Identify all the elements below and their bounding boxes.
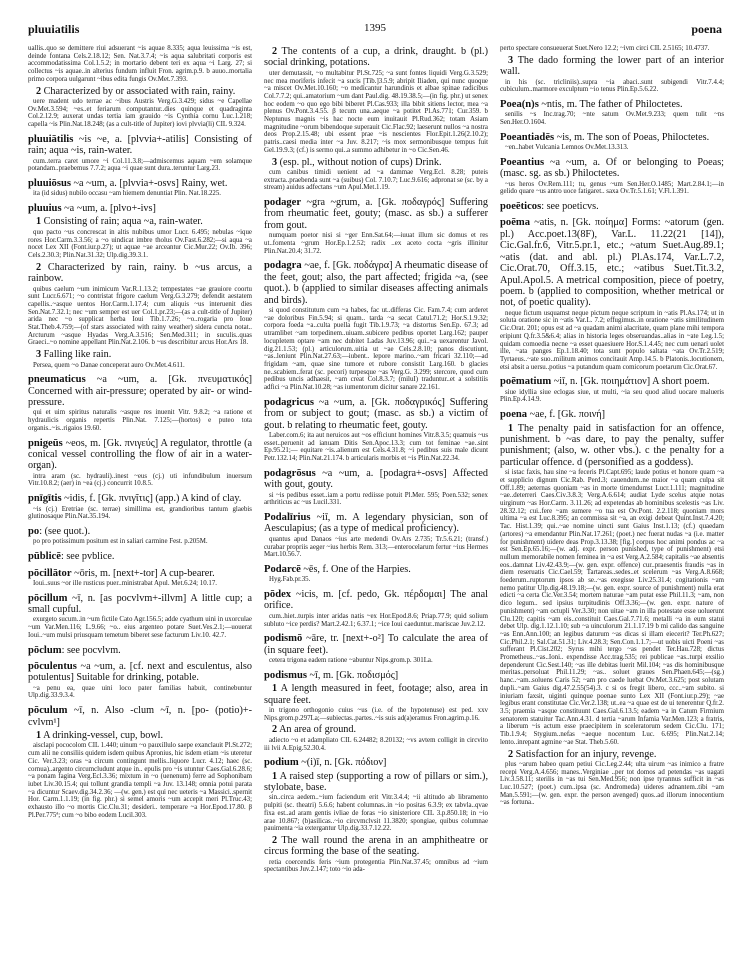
- citation-block: intra aram (sc. hydrauli)..inest ~eus (cj.) uti infundibulum inuersum Vitr.10.8.2; (aer) in ~ea (cj.) concurrit 10.8.5.: [28, 472, 252, 488]
- headword: pōcillum: [28, 592, 68, 604]
- definition-text: ~ī, m. [Gk. ποδισμός]: [307, 669, 399, 681]
- citation-block: retia coercendis feris ~ium protegentia Plin.Nat.37.45; omnibus ad ~ium spectantibus Juv.2.147; toto ~io ada-: [264, 858, 488, 874]
- sense-number: 1: [36, 216, 42, 228]
- definition-text: ~a ~um, a. [Gk. πνευματικός] Concerned with air-pressure; operated by air- or wind-pressure.: [28, 374, 252, 409]
- headword: pneumaticus: [28, 374, 86, 386]
- dictionary-entry: [28, 203, 252, 214]
- definition-text: ~(i)ī, n. [Gk. πόδιον]: [298, 757, 387, 769]
- dictionary-entry: [500, 409, 724, 420]
- right-guideword: poena: [691, 22, 722, 36]
- dictionary-entry: [28, 438, 252, 472]
- headword: pluuiōsus: [28, 177, 71, 189]
- definition-text: ~icis, m. [cf. pedo, Gk. πέρδομαι] The anal orifice.: [264, 589, 488, 612]
- definition-text: : (see quot.).: [39, 526, 91, 537]
- dictionary-entry: [264, 468, 488, 491]
- headword: poena: [500, 409, 528, 421]
- dictionary-entry: [264, 512, 488, 535]
- dictionary-entry: [264, 670, 488, 681]
- sense-number: 2: [272, 46, 278, 57]
- headword: pōcillātor: [28, 567, 72, 579]
- headword: poēma: [500, 217, 531, 229]
- citation-block: ~a penu ea, quae uini loco pater familias habuit, continebuntur Ulp.dig.33.9.3.4.: [28, 684, 252, 700]
- dictionary-entry: [264, 564, 488, 575]
- citation-block: siue idyllia siue eclogas siue, ut multi, ~ia seu quod aliud uocare malueris Plin.Ep.4.14.9.: [500, 388, 724, 404]
- headword: Podalīrius: [264, 512, 311, 523]
- headword: podager: [264, 197, 302, 209]
- sense-definition: 3 (esp. pl., without notion of cups) Drink.: [272, 156, 442, 168]
- citation-block: neque fictum usquamst neque pictum neque scriptum in ~atis Pl.As.174; ut in soluta oratione sic in ~atis Var.L. 7.2; effugimus..in oratione ~atis similitudinem Cic.Orat. 201; opus est ad ~a quadam animi alacritate, quam plane mihi tempora eripiunt Q.fr.3.5&6.4; alias in historia leges obseruandas..alias in ~ate Leg.1.5; quidam comoedia necne ~a esset quaesiuere Hor.S.1.4.45; nec cum uenari uolet ille, ~ata panges Ep.1.18.40; tota sunt populo saltata ~ata Ov.Tr.2.519; Tyrtaeus..~ate suo..militum animos concitauit Amp.14.5. b Platonis..locutionem, etsi absit a uersu..potius ~a putandum quam comicorum poetarum Cic.Orat.67.: [500, 309, 724, 371]
- citation-block: cetera trigona eadem ratione ~abuntur Nips.grom.p. 301La.: [269, 657, 433, 665]
- column-right: [500, 44, 724, 949]
- dictionary-entry: [28, 374, 252, 408]
- dictionary-entry: [500, 217, 724, 308]
- citation-block: si ~is pedibus esset..iam a portu rediisse potuit Pl.Mer. 595; Poen.532; senex arthriticus ac ~us Lucil.331.: [264, 491, 488, 507]
- dictionary-entry: [500, 132, 724, 143]
- citation-block: ~is (cj.) Eretriae (sc. terrae) simillima est, grandioribus tantum glaebis glutinosaque Plin.Nat.35.194.: [28, 505, 252, 521]
- sense-number: 3: [36, 349, 42, 361]
- citation-block: uere madent udo terrae ac ~ibus Austris Verg.G.3.429; sidus ~e Capellae Ov.Met.3.594; ~es..et feriarum computantur..dies quinque et quadraginta Col.2.12.9; auxerat undas tertia iam grauido ~is Cynthia cornu Luc.1.218; capella ~is Plin.Nat.18.248; (as a cult-title of Jupiter) iovi plvvia(li) CIL 9.324.: [28, 97, 252, 129]
- definition-text: : see pocvlvm.: [61, 644, 121, 656]
- dictionary-entry: [500, 201, 724, 212]
- definition-text: ~āre, tr. [next+-o²] To calculate the area of (in square feet).: [264, 633, 488, 656]
- headword: pnigeūs: [28, 437, 63, 449]
- headword: podium: [264, 757, 299, 769]
- definition-text: ~is, m. The son of Poeas, Philoctetes.: [554, 131, 710, 143]
- dictionary-entry: [500, 376, 724, 387]
- headword: pnīgītis: [28, 493, 62, 505]
- definition-text: ~ēs, f. One of the Harpies.: [300, 563, 411, 575]
- sense-number: 1: [272, 770, 278, 782]
- headword: pluuius: [28, 203, 62, 215]
- citation-block: uter demutassit, ~o multabitur Pl.St.725; ~a sunt fontes liquidi Verg.G.3.529; nec mea moriferis infecit ~a sucis [Tib.]3.5.9; abripit Iliaden, qui nunc quoque ~a miscet Ov.Met.10.160; ~o medicantur harundinis et albae spinae radicibus Col.7.7.2; qui..amatorium ~um dant Paul.dig. 48.19.38.5;—(in fig. phr.) ut senex hoc eodem ~o quo ego bibi biberet Pl.Cas.933; illa bibit sitiens lector, mea ~a plenus Ov.Pont.3.4.55. β tecum una..aeque ~a potitet Pl.As.771; Cur.359. b Neptunus magnis ~is hac nocte eum inuitauit Pl.Rud.362; totam Asiam magnitudine ~orum bibendoque superauit Cic.Flac.92; laeserunt nullos ~a nostra deos Prop.2.15.48; ubi essent prae ~is nescientes Flor.Epit.1.26(2.10.2); patris..caesi media inter ~a Juv. 8.217; ~is mox sermonibusque tempus fuit Gel.19.9.3; (cf.) is sermo qui..a summo adhibetur in ~o Cic.Sen.46.: [264, 69, 488, 154]
- definition-text: ~a ~um, a. Of or belonging to Poeas; (masc. sg. as sb.) Philoctetes.: [500, 156, 724, 180]
- definition-text: ~ōris, m. [next+-tor] A cup-bearer.: [71, 567, 215, 579]
- dictionary-entry: [28, 178, 252, 189]
- sense-number: 1: [272, 683, 278, 695]
- definition-text: ~ae, f. [Gk. ποδάγρα] A rheumatic disease of the feet, gout; also, the part affected; frigida ~a, (see quot.). b (applied to similar diseases affecting animals and birds).: [264, 260, 488, 306]
- citation-block: sin..circa aedem..~ium faciendum erit Vitr.3.4.4; ~ii altitudo ab libramento pulpiti (sc. theatri) 5.6.6; habent columnas..in ~io positas 6.3.9; ex tabvla..qvae fixa est..ad aram gentis ivliae de foras ~io sinisteriore CIL 3.p.850.18; in ~io arae 10.867; (b)asilicas..~io circvmclvsit 11.3820; spongiae, quibus columnae pauimenta ~ia extergantur Ulp.dig.33.7.12.22.: [264, 794, 488, 833]
- definition-text: ~a ~um, a. [cf. next and esculentus, also potulentus] Suitable for drinking, potable.: [28, 660, 252, 684]
- citation-block: quantus apud Danaos ~ius arte medendi Ov.Ars 2.735; Tr.5.6.21; (transf.) curabar propriis aeger ~ius herbis Rem. 313;—enterocelarum fertur ~ius Hermes Mart.10.56.7.: [264, 535, 488, 559]
- citation-block: plus ~arum habeo quam petiui Cic.Leg.2.44; ulta uirum ~as inimico a fratre recepi Verg.A.4.656; manes..Verginiae ..per tot domos ad petendas ~as uagati Liv.3.58.11; sterilis in ~as tui Sen.Med.956; non ipse tyrannus sufficit in ~as Luc.10.527; (poet.) cum..ipsa (sc. Andromeda) uideres adnantem..tibi ~am Man.5.591;—(w. gen. expr. the person avenged) quos..ad illorum innocentium ~as fortuna..: [500, 760, 724, 807]
- definition-text: ~a ~um, a. [Gk. ποδαγρικός] Suffering from or subject to gout; (masc. as sb.) a victim of gout. b relating to rheumatic feet, gouty.: [264, 396, 488, 431]
- sense-number: 2: [272, 834, 278, 846]
- sense-number: 2: [36, 85, 42, 97]
- citation-block: qui et uim spiritus naturalis ~asque res inuenit Vitr. 9.8.2; ~a ratione et hydraulicis organis repertis Plin.Nat. 7.125;—(hortos) e puteo tota organis..~is..rigaios 19.60.: [28, 409, 252, 432]
- headword: podagricus: [264, 396, 315, 408]
- headword: poēmatium: [500, 376, 552, 388]
- sense-number: 2: [508, 748, 514, 760]
- sense-definition: 1 The penalty paid in satisfaction for an offence, punishment. b ~as dare, to pay the penalty, suffer punishment; (also, w. other vbs.). c the penalty for a particular offence. d (personified as a goddess).: [500, 422, 724, 468]
- citation-block: numquam poetor nisi si ~ger Enn.Sat.64;—iuuat illum sic domus et res ut..fomenta ~grum Hor.Ep.1.2.52; radix ..ex aceto cocta ~gris illinitur Plin.Nat.20.4; 31.72.: [264, 232, 488, 255]
- citation-block: in trigono orthogonio cuius ~us (i.e. of the hypotenuse) est ped. xxv Nips.grom.p.297La;—subiectas..partes..~is suis ad(a)eramus Fron.agrim.p.16.: [264, 706, 488, 722]
- headword: pluuiātilis: [28, 133, 74, 145]
- headword: pōculum: [28, 705, 68, 717]
- dictionary-entry: [28, 134, 252, 157]
- definition-text: ~eos, m. [Gk. πνιγεύς] A regulator, throttle (a conical vessel controlling the flow of air in a water-organ).: [28, 437, 252, 472]
- sense-number: 1: [36, 729, 42, 741]
- citation-block: si istac faxis, hau sine ~a feceris Pl.Capt.695; laude potius et honore quam ~a et supplicio dignum Cic.Rab. Perd.3; cauendum..ne maior ~a quam culpa sit Off.1.89; aeternas quoniam ~as in morte timendumst Lucr.1.111; magnitudine ~ae..deterreri Caes.Civ.3.8.3; Verg.A.6.614; audiat Lyde scelus atque notas uirginum ~as Hor.Carm. 3.11.26; ad expetendas ab hominibus scelestis ~as Liv. 28.32.12; cui..fere ~am sumere ~o tua est Ov.Pont. 2.2.118; quoniam mors ultima ~a est Luc.8.395; an commissa sit ~a, an exigi debeat Quint.Inst.7.4.20; Tac. Hist.1.39; qui..~ae nomine uincti sunt Gaius Inst.1.13; (cf.) quaedam (artores) ~a emendantur Plin.Nat.17.261; (poet.) nec fuerat nudas ~a (i.e. matter for punishment) uidere deas Prop.3.13.38; [fig.] corpus hoc animi pondus ac ~a est Sen.Ep.65.16;—(w. adj. expr. person punished, type of punishment) etsi nullum memorabile nomen feminea in ~a est Verg.A.2.584; capitalis ~ae absentis eos..damnat Liv.42.43.9;—(w. gen. expr. offence) cur..praesentis fraudis ~as in diem reseruatis Cic.Cael.59; Tartareas..sedes..et scelerum ~as Verg.A.8.668; foederum..ruptorum ipsos ab se..~as exegisse Liv.25.31.4; cogitationis ~am nemo patitur Ulp.dig.48.19.18;—(w. gen. expr. source of punishment) nulla erat edicti ~a certa Cic.Ver.3.54; mortem naturae ~am putat esse Phil.11.3; ~am, non dico legum.. sed ipsius turpitudinis Off.3.36;—(w. gen. expr. nature of punishment) ~am octupli Ver.3.30; non uitae ~am in illa potestate esse uoluerunt Clu.120; capitis ~am eis..constituit Caes.Gal.7.71.6; metalli ~a in eum statui debet Ulp. dig.1.12.1.10; sub ~a uinculorum 21.1.17.19 b mi calido das sanguine ~as Enn.Ann.100; an legibus daturum ~as dicas si illam eiecerit? Ter.Ph.627; Cic.Phil.2.1; Sal.Cat.51.31; Liv.4.28.3; Sen.Con.1.1.7;—ut uobis uicti Poeni ~as sufferant Pl.Cist.202; Syrus mihi tergo ~as pendet Ter.Hau.728; dictus Prometheus..~as..Ioni.. expendisse Acc.trag.535; rei publicae ~as..turpi exsilio dependerunt Cic.Sest.140; ~as ille debitas luerit Mil.104; ~as dis hominibusque meritas..persoluat Phil.11.29; ~as.. soluet graues Sen.Phaen.645;—(sg.) hanc..~am..soluens Caris 52; ~am pro caede luebat Ov.Met.3.625; post solutam dupli..~am Gaius dig.47.2.55(54).3. c si os fregit libero, ccc..~am subito. si iniuriam faxsit, uiginti quinque poenae sunto Lex XII (Font.iur.p.29); ~ae legibus erant constitutae Cic.Ver.2.138; ut..ea ~a quae est de ui tenerentur Q.fr.2. 3.5; praemia ~asque constituunt Caes.Gal.6.13.5; eadem ~a in Catum Firmium senatorem statuitur Tac.Ann.4.31. d tertia ~arum Infamia Var.Men.123; a fratris, a liberum ~is actum esse praecipitem in sceleratorum sedem Cic.Clu. 171; Tib.1.9.4; Stygium..nefas ~aeque nocentum Luc. 6.695; Plin.Nat.2.14; lento..inrepant agmine ~ae Stat. Theb.5.60.: [500, 469, 724, 746]
- sense-definition: 3 The dado forming the lower part of an interior wall.: [500, 54, 724, 78]
- citation-block: uallis..quo se demittere riui adsuerant ~is aquae 8.335; aqua leuissima ~is est, deinde fontana Cels.2.18.12; Sen. Nat.3.7.4; ~is aqua salubritati corporis est accommodatissima Col.1.5.2; in mortario debent teri ex aqua ~i Larg. 27; si collectus ~is aquae..in alterius fundum influit Fron. agrim.p.9. b auuo..mortalia primo corpora uulgarunt ~ibus edita fungis Ov.Met.7.393.: [28, 45, 252, 83]
- column-left: [28, 44, 252, 949]
- headword: pūblicē: [28, 551, 61, 563]
- citation-block: Persea, quem ~o Danae conceperat auro Ov.Met.4.611.: [33, 361, 185, 369]
- dictionary-entry: [264, 197, 488, 231]
- column-middle: [264, 44, 488, 949]
- headword: Podarcē: [264, 563, 301, 575]
- dictionary-entry: [28, 661, 252, 684]
- headword: Poeantius: [500, 156, 545, 168]
- citation-block: aisclapi pococolom CIL 1.440; uinum ~o pauxillulo saepe exanclauit Pl.St.272; cum alii ne consiliis quidem isdem quibus Apronius, hic isdem etiam ~is uteretur Cic. Ver.3.23; oras ~a circum contingunt mellis..liquore Lucr. 4.12; haec (sc. cornua)..argento circumcludunt atque in.. epulis pro ~is utuntur Caes.Gal.6.28.6; ~a ponam fagina Verg.Ecl.3.36; mixtum in ~o (uenenum) ferre ad Sophonibam iubet Liv.30.15.4; qui tollunt grandia templi ~a Juv. 13.148; omnia potui parata ~a dicuntur Scaev.dig.34.2.36; —(w. gen.) est qui nec ueteris ~a Massici..spernit Hor. Carm.1.1.19; (in fig. phr.) si semel amoris ~um accepit meri Pl.Truc.43; exhausto illo ~o mortis Cic.Clu.31; desideri.. temperare ~a Hor.Epod.17.80. β Pl.Per.775ª; cum ~o bibo eodem Lucil.303.: [28, 742, 252, 819]
- citation-block: senilis ~s Inc.trag.70; ~nte satum Ov.Met.9.233; quem tulit ~ns Sen.Her.O.1604.: [500, 111, 724, 127]
- dictionary-entry: [264, 260, 488, 306]
- citation-block: cum canibus timidi uenient ad ~a dammae Verg.Ecl. 8.28; puteis extracta..praebenda sunt ~a (suibus) Col. 7.10.7; Luc.9.616; adpronat se (sc. by a stream) auidus adfectans ~um Apul.Met.1.19.: [264, 168, 488, 192]
- left-guideword: pluuiatilis: [28, 22, 80, 36]
- page-number: 1395: [364, 22, 386, 34]
- sense-number: 3: [508, 54, 514, 66]
- sense-number: 1: [508, 422, 514, 434]
- citation-block: Laber.com.6; ita aut neruicos aut ~os efficiunt homines Vitr.8.3.5; quamuis ~us esset..peruenit ad ianuam Ditis Sen.Apoc.13.3; cum tot feminae ~ae..sint Ep.95.21;— equitare ~is..alienum est Cels.4.31.8; ~i pedibus suis male dicunt Petr.132.14; Plin.Nat.21.174. b articularis morbis et ~is Plin.Nat.22.34.: [264, 431, 488, 463]
- citation-block: quo pacto ~us concrescat in altis nubibus umor Lucr. 6.495; nebulas ~ique rores Hor.Carm.3.3.56; a ~o uindicat imbre tholus Ov.Fast.6.282;—si aqua ~a nocet Lex XII (Font.iur.p.27); ut aquae ~ae arceantur Cic.Mur.22; Ov.Ib. 396; Cels.2.30.3; Plin.Nat.31.32; Ulp.dig.39.3.1.: [28, 228, 252, 259]
- headword: pōculentus: [28, 660, 77, 672]
- sense-number: 2: [36, 261, 42, 273]
- definition-text: : see poeticvs.: [541, 201, 599, 213]
- citation-block: adiecto ~o et adampliato CIL 6.24482; 8.20132; ~vs avtem colligit in circvito iii lvii A.Epig.52.30.4.: [264, 736, 488, 752]
- running-head: [28, 22, 722, 38]
- text-columns: [28, 44, 724, 949]
- sense-definition: 2 Characterized by or associated with rain, rainy.: [36, 85, 236, 97]
- definition-text: ~ī, n. [as pocvlvm+-illvm] A little cup; a small cupful.: [28, 592, 252, 616]
- sense-definition: 2 The contents of a cup, a drink, draught. b (pl.) social drinking, potations.: [264, 46, 488, 69]
- citation-block: exurgeto sucum..in ~um fictile Cato Agr.156.5; adde cyathum uini in uxorculae ~um Var.Men.116; L.9.66; ~o.. eius argenteo potare Suet.Ves.2.1;—uouerat Ioui..~um mulsi priusquam temetum biberet sese facturum Liv.10. 42.7.: [28, 616, 252, 639]
- dictionary-entry: [264, 757, 488, 768]
- citation-block: po pro potissimum positum est in saliari carmine Fest. p.205M.: [33, 538, 208, 546]
- definition-text: ~a ~um, a. [plvo+-ivs]: [61, 203, 156, 215]
- citation-block: Ioui..suus ~or ille rusticus puer..ministrabat Apul. Met.6.24; 10.17.: [33, 579, 218, 587]
- headword: podagra: [264, 260, 302, 272]
- dictionary-entry: [28, 526, 252, 537]
- dictionary-entry: [264, 397, 488, 431]
- headword: podagrōsus: [264, 467, 316, 479]
- definition-text: ~a ~um, a. [plvvia+-osvs] Rainy, wet.: [71, 177, 228, 189]
- definition-text: ~atis, n. [Gk. ποίημα] Forms: ~atorum (gen. pl.) Acc.poet.13(8F), Var.L. 11.22(21 [14]), Cic.Gal.fr.6, Vitr.5.pr.1, etc.; ~atum Suet.Aug.89.1; ~atis (dat. and abl. pl.) Pl.As.174, Var.L.7.2, Cic.Orat.70, Off.3.15, etc.; ~atibus Suet.Tit.3.2, Apul.Apol.5. A metrical composition, piece of poetry, poem. b (applied to composition, whether metrical or not, of poetic quality).: [500, 217, 724, 309]
- definition-text: ~iī, n. [Gk. ποιημάτιον] A short poem.: [551, 376, 710, 388]
- citation-block: ita (id sidus) nubilo occasu ~am hiemem denuntiat Plin. Nat.18.225.: [33, 190, 222, 198]
- definition-text: ~idis, f. [Gk. πνιγῖτις] (app.) A kind of clay.: [61, 493, 242, 505]
- sense-number: 3: [272, 156, 278, 168]
- citation-block: si quod constitutum cum ~a habes, fac ut..differas Cic. Fam.7.4; cum arderet ~ae doloribus Fin.5.94; si quam.. tarda ~a secat Catul.71.2; Hor.S.1.9.32; corpora foeda ~a..culta puella fugit Tib.1.9.73; ~a distortus Sen.Ep. 67.3; ad utramlibet ~am torpedinem..uiuam..subicere pedibus oportet Larg.162; pauper locupletem optare ~am nec dubitet Ladas Juv.13.96; qui..~a uexarentur Javol. dig.21.1.53; (pl.) articulorum..uitia ut ~ae Cels.2.8.10; panos discutiunt, ~as..leniunt Plin.Nat.27.63;—iubent.. lepore marino..~am fricari 32.110;—ad frigidam ~am, quae sine tumore et rubore consistit Larg.160. b glacies ne..scabiem..ferat (sc. pecori) turpesque ~as Verg.G. 3.299; stercore, quod cum pedibus uncis adhaesit, ~am creat Col.8.3.7; (miluI) traduntur..et a solstitiis adfici ~a Plin.Nat.10.28; ~as iumentorum dicitur sanare 22.161.: [264, 307, 488, 392]
- dictionary-entry: [28, 568, 252, 579]
- dictionary-entry: [500, 99, 724, 110]
- headword: pōdex: [264, 589, 292, 601]
- headword: Poeantiadēs: [500, 131, 555, 143]
- headword: poeēticos: [500, 201, 542, 213]
- sense-definition: 2 An area of ground.: [272, 724, 357, 736]
- sense-definition: 2 The wall round the arena in an amphitheatre or circus forming the base of the seating.: [264, 834, 488, 858]
- citation-block: Hyg.Fab.pr.35.: [269, 576, 311, 584]
- definition-text: ~ntis, m. The father of Philoctetes.: [538, 98, 683, 110]
- dictionary-entry: [28, 645, 252, 656]
- dictionary-entry: [500, 157, 724, 180]
- sense-definition: 1 A raised step (supporting a row of pillars or sim.), stylobate, base.: [264, 770, 488, 794]
- headword: pōclum: [28, 644, 62, 656]
- sense-definition: 1 A length measured in feet, footage; also, area in square feet.: [264, 683, 488, 706]
- citation-block: cum..terra caret umore ~i Col.11.3.8;—admiscemus aquam ~em solamque potandam..praebemus 7.7.2; aqua ~i quae sunt dura..teruntur Larg.23.: [28, 157, 252, 173]
- definition-text: ~gra ~grum, a. [Gk. ποδαγρός] Suffering from rheumatic feet, gouty; (masc. as sb.) a sufferer from gout.: [264, 197, 488, 231]
- dictionary-entry: [264, 633, 488, 656]
- citation-block: quibus caelum ~um inimicum Var.R.1.13.2; tempestates ~ae grauiore coortu sunt Lucr.6.671; ~o contristat frigore caelum Verg.G.3.279; defendit aestatem capellis..~asque uentos Hor.Carm.1.17.4; cum aliquis ~us interuenit dies Sen.Nat.7.32.1; nec ~um semper est uer Col.1.pr.23;—(as a cult-title of Jupiter) arida nec ~o supplicat herba Ioui Tib.1.7.26; ~o..rogaria pro Ioue Stat.Theb.4.759;—(of stars associated with rainy weather) sidera cuncta notat.. Arcturum ~asque Hyadas Verg.A.3.516; Sen.Med.311; in suculis..quas Graeci..~o nomine appellant Plin.Nat.2.106. b ~us describitur arcus Hor.Ars 18.: [28, 285, 252, 347]
- dictionary-entry: [264, 589, 488, 612]
- citation-block: ~en..habet Vulcania Lemnos Ov.Met.13.313.: [505, 144, 629, 152]
- sense-definition: 2 Satisfaction for an injury, revenge.: [508, 748, 657, 760]
- citation-block: ~us heros Ov.Rem.111; tu, genus ~um Sen.Her.O.1485; Mart.2.84.1;—in gelido quare ~us antro uoce fatigaret.. saxa Ov.Tr.5.1.61; V.Fl.1.391.: [500, 180, 724, 196]
- definition-text: : see pvblice.: [60, 551, 115, 563]
- sense-definition: 2 Characterized by rain, rainy. b ~us arcus, a rainbow.: [28, 261, 252, 285]
- definition-text: ~ī, n. Also -clum ~ī, n. [po- (potio)+-cvlvm¹]: [28, 705, 252, 728]
- headword: Poea(n)s: [500, 98, 539, 110]
- definition-text: ~iī, m. A legendary physician, son of Aesculapius; (as a type of medical proficiency).: [264, 512, 488, 535]
- definition-text: ~ae, f. [Gk. ποινή]: [527, 409, 606, 421]
- headword: po: [28, 526, 40, 537]
- sense-definition: 1 A drinking-vessel, cup, bowl.: [36, 729, 164, 741]
- dictionary-entry: [28, 705, 252, 728]
- dictionary-entry: [28, 593, 252, 616]
- headword: podismō: [264, 633, 303, 645]
- sense-definition: 3 Falling like rain.: [36, 349, 112, 361]
- citation-block: perto spectare consueuerat Suet.Nero 12.2; ~ivm circi CIL 2.5165; 10.4737.: [500, 45, 710, 52]
- headword: podismus: [264, 669, 307, 681]
- definition-text: ~a ~um, a. [podagra+-osvs] Affected with gout, gouty.: [264, 467, 488, 491]
- definition-text: ~is ~e, a. [plvvia+-atilis] Consisting of rain; aqua ~is, rain-water.: [28, 133, 252, 157]
- dictionary-entry: [28, 551, 252, 562]
- dictionary-entry: [28, 493, 252, 504]
- citation-block: in his (sc. tricliniis)..supra ~ia abaci..sunt subigendi Vitr.7.4.4; cubiculum..marmore exculptum ~io tenus Plin.Ep.5.6.22.: [500, 78, 724, 94]
- sense-number: 2: [272, 724, 278, 736]
- citation-block: cum..hiet..turpis inter aridas natis ~ex Hor.Epod.8.6; Priap.77.9; quid solium subluto ~ice perdis? Mart.2.42.1; 6.37.1; ~ice Ioui caeduntur..mariscae Juv.2.12.: [264, 612, 488, 628]
- sense-definition: 1 Consisting of rain; aqua ~a, rain-water.: [36, 216, 203, 228]
